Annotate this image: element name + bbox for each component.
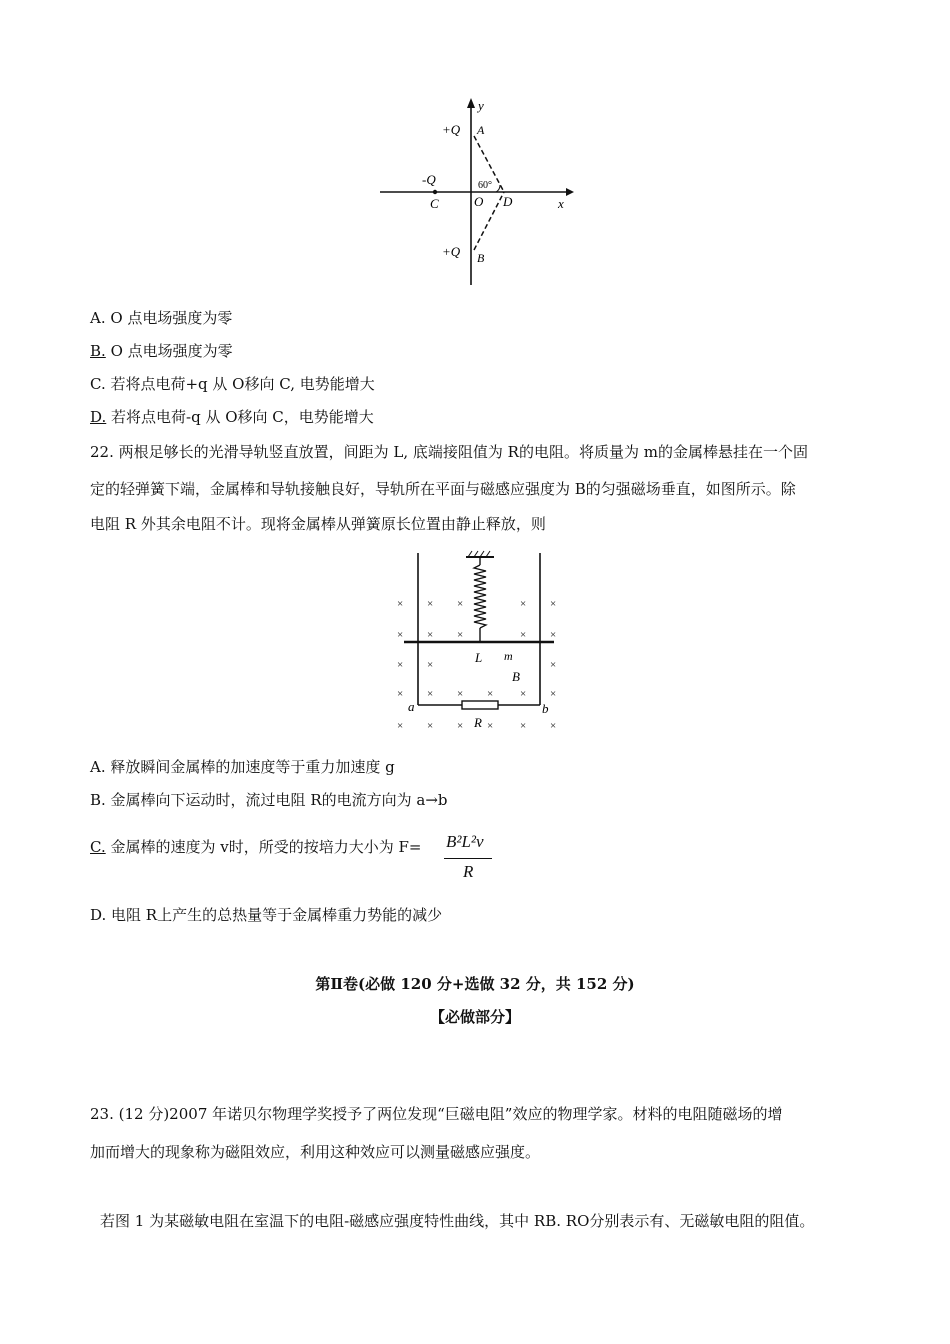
- field-cross: ×: [427, 720, 434, 732]
- label-L: L: [475, 650, 483, 665]
- x-axis-arrow: [566, 188, 574, 196]
- q22-option-c-text: 金属棒的速度为 v时，所受的按培力大小为 F=: [105, 838, 422, 856]
- point-B-label: B: [477, 251, 485, 265]
- q21-option-a: A. O 点电场强度为零: [90, 309, 233, 327]
- q21-option-b-text: O 点电场强度为零: [105, 342, 233, 360]
- field-cross: ×: [520, 720, 527, 732]
- field-cross: ×: [427, 629, 434, 641]
- q21-option-d: [90, 407, 374, 427]
- field-cross: ×: [487, 720, 494, 732]
- field-cross: ×: [457, 629, 464, 641]
- field-cross: ×: [520, 629, 527, 641]
- q21-option-d-text: 若将点电荷-q 从 O移向 C，电势能增大: [106, 408, 374, 426]
- field-cross: ×: [397, 598, 404, 610]
- field-cross: ×: [427, 598, 434, 610]
- force-denominator: R: [463, 862, 474, 881]
- q23-stem-line1: 23. (12 分)2007 年诺贝尔物理学奖授予了两位发现“巨磁电阻”效应的物理学家。材料的电阻随磁场的增: [90, 1105, 783, 1123]
- field-cross: ×: [457, 720, 464, 732]
- angle-label: 60°: [478, 180, 492, 191]
- angle-arc: [496, 185, 500, 192]
- field-cross: ×: [550, 659, 557, 671]
- q22-option-a: A. 释放瞬间金属棒的加速度等于重力加速度 g: [90, 758, 395, 776]
- field-cross: ×: [457, 598, 464, 610]
- point-A-label: A: [477, 123, 485, 137]
- label-a: a: [408, 699, 415, 714]
- q21-option-b: [90, 341, 233, 361]
- label-B: B: [512, 669, 520, 684]
- q23-stem-line3: 若图 1 为某磁敏电阻在室温下的电阻-磁感应强度特性曲线，其中 RB. RO分别表示有、无磁敏电阻的阻值。: [100, 1212, 815, 1230]
- fraction-bar: [444, 858, 492, 859]
- section-title: 第Ⅱ卷(必做 120 分+选做 32 分，共 152 分): [315, 975, 635, 993]
- q21-option-c: C. 若将点电荷+q 从 O移向 C, 电势能增大: [90, 375, 375, 393]
- point-O-label: O: [474, 194, 484, 209]
- field-cross: ×: [550, 688, 557, 700]
- point-C-label: C: [430, 196, 439, 211]
- field-cross: ×: [550, 720, 557, 732]
- rail-circuit-figure: [380, 545, 580, 740]
- q22-option-c-letter: C.: [90, 838, 106, 856]
- field-cross: ×: [397, 629, 404, 641]
- point-C-dot: [433, 190, 437, 194]
- x-label: x: [558, 196, 564, 211]
- field-cross: ×: [427, 659, 434, 671]
- label-R: R: [474, 715, 482, 730]
- q22-stem-line2: 定的轻弹簧下端，金属棒和导轨接触良好，导轨所在平面与磁感应强度为 B的匀强磁场垂直，如图所示。除: [90, 480, 796, 498]
- q21-option-d-letter: D.: [90, 408, 107, 426]
- field-cross: ×: [427, 688, 434, 700]
- q23-stem-line2: 加而增大的现象称为磁阻效应，利用这种效应可以测量磁感应强度。: [90, 1143, 541, 1161]
- spring: [474, 565, 486, 628]
- section-subtitle: 【必做部分】: [429, 1008, 520, 1026]
- plus-q-top-label: +Q: [442, 122, 461, 137]
- label-b: b: [542, 701, 549, 716]
- q22-option-c: [90, 837, 421, 857]
- field-cross: ×: [457, 688, 464, 700]
- field-cross: ×: [550, 629, 557, 641]
- field-cross: ×: [487, 688, 494, 700]
- q21-option-b-letter: B.: [90, 342, 106, 360]
- force-numerator: B²L²v: [446, 832, 484, 851]
- q22-option-b: B. 金属棒向下运动时，流过电阻 R的电流方向为 a→b: [90, 791, 448, 809]
- q22-option-d: D. 电阻 R上产生的总热量等于金属棒重力势能的减少: [90, 906, 443, 924]
- q22-stem-line3: 电阻 R 外其余电阻不计。现将金属棒从弹簧原长位置由静止释放，则: [90, 515, 546, 533]
- point-D-label: D: [503, 194, 513, 209]
- field-cross: ×: [520, 688, 527, 700]
- y-axis-arrow: [467, 98, 475, 108]
- field-cross: ×: [397, 720, 404, 732]
- minus-q-label: -Q: [422, 172, 436, 187]
- field-cross: ×: [550, 598, 557, 610]
- q22-stem-line1: 22. 两根足够长的光滑导轨竖直放置，间距为 L, 底端接阻值为 R的电阻。将质量为 m的金属棒悬挂在一个固: [90, 443, 808, 461]
- plus-q-bottom-label: +Q: [442, 244, 461, 259]
- y-label: y: [478, 98, 484, 113]
- resistor: [462, 701, 498, 709]
- field-cross: ×: [520, 598, 527, 610]
- field-cross: ×: [397, 659, 404, 671]
- label-m: m: [504, 649, 513, 663]
- charge-coordinate-figure: [370, 90, 580, 290]
- field-cross: ×: [397, 688, 404, 700]
